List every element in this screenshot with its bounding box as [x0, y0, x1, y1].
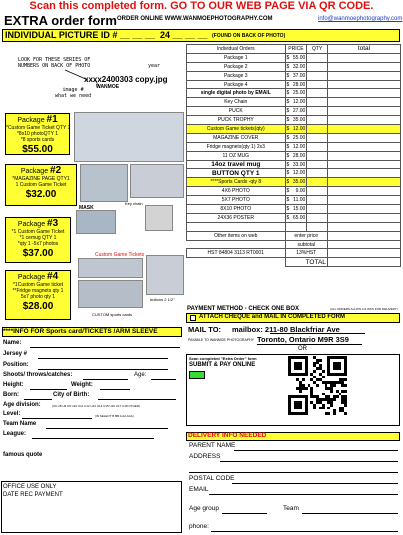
dollar-sign: $ — [286, 72, 290, 79]
item-name: ****Sports Cards -qty 8 — [187, 178, 286, 187]
package-4-card — [5, 270, 71, 320]
table-row — [187, 187, 401, 196]
age-field[interactable] — [151, 379, 176, 380]
total-cell[interactable] — [327, 89, 400, 98]
price-value: 25.00 — [292, 90, 306, 97]
package-1-card — [5, 113, 70, 155]
postal-label: POSTAL CODE — [189, 475, 235, 482]
table-row — [187, 258, 401, 267]
dollar-sign: $ — [286, 81, 290, 88]
picture-id-label: INDIVIDUAL PICTURE ID # __ __ __ — [5, 30, 155, 40]
qty-input[interactable] — [307, 151, 328, 160]
qty-input[interactable] — [307, 160, 328, 169]
table-row — [187, 71, 401, 80]
dollar-sign: $ — [286, 214, 290, 221]
total-cell[interactable] — [327, 196, 400, 205]
header-price: PRICE — [285, 45, 307, 54]
picture-id-number[interactable]: 24 __ __ __ — [160, 30, 208, 40]
header-individual-orders: Individual Orders — [187, 45, 286, 54]
address-label: ADDRESS — [189, 453, 221, 460]
age-group-label: Age group — [189, 505, 219, 512]
item-price — [285, 222, 307, 231]
attach-cheque-text: ATTACH CHEQUE and MAIL IN COMPLETED FORM — [199, 314, 345, 320]
year-note: year — [148, 63, 161, 69]
dollar-sign: $ — [286, 197, 290, 204]
table-row — [187, 107, 401, 116]
price-value: 28.00 — [292, 81, 306, 88]
item-price — [285, 80, 307, 89]
item-price — [285, 187, 307, 196]
package-4-label: Package — [17, 274, 48, 281]
quote-label: famous quote — [3, 452, 43, 458]
item-price — [285, 89, 307, 98]
qr-module — [327, 412, 330, 415]
dollar-sign: $ — [286, 152, 290, 159]
package-4-desc: *1Custom Game ticket **Fridge magnets qty 1 5x7 photo qty 1 — [12, 282, 64, 300]
dollar-sign: $ — [286, 54, 290, 61]
parent-label: PARENT NAME — [189, 442, 236, 449]
qr-module — [344, 390, 347, 393]
email-link[interactable]: info@wanmoephotography.com — [318, 16, 403, 22]
dollar-sign: $ — [286, 143, 290, 150]
city-underline — [257, 344, 362, 345]
product-photo-package1 — [74, 112, 184, 162]
qr-code-icon[interactable] — [288, 356, 347, 425]
package-1-price: $55.00 — [22, 144, 53, 155]
total-cell[interactable] — [327, 62, 400, 71]
item-name: BUTTON QTY 1 — [187, 169, 286, 178]
table-row — [187, 249, 401, 258]
dollar-sign: $ — [286, 117, 290, 124]
office-use-label: OFFICE USE ONLY — [3, 484, 57, 490]
item-price — [285, 107, 307, 116]
item-name: 5X7 PHOTO — [187, 196, 286, 205]
dollar-sign: $ — [286, 134, 290, 141]
level-field[interactable] — [22, 418, 92, 419]
delivery-team-field[interactable] — [302, 513, 398, 514]
item-name: Package 4 — [187, 80, 286, 89]
item-name: MAGAZINE COVER — [187, 133, 286, 142]
item-name: Custom Game tickets(qty) — [187, 125, 286, 134]
price-value: 11.00 — [293, 197, 306, 204]
total-cell[interactable] — [327, 125, 400, 134]
cards-caption: CUSTOM sports cards — [92, 312, 133, 317]
item-price — [285, 116, 307, 125]
item-name: Key Chain — [187, 98, 286, 107]
height-label: Height: — [3, 382, 24, 388]
born-field[interactable] — [24, 399, 52, 400]
item-price — [285, 71, 307, 80]
jersey-field[interactable] — [38, 358, 168, 359]
order-table — [186, 44, 401, 267]
item-name: HST 84804 3113 RT0001 — [187, 249, 286, 258]
package-3-desc: *1 Custom Game Ticket *1 cemug QTY 1 *qty 1 -5x7 photos — [11, 229, 65, 247]
total-cell[interactable] — [327, 98, 400, 107]
qr-module — [319, 359, 322, 362]
order-online-text: ORDER ONLINE WWW.WANMOEPHOTOGRAPHY.COM — [117, 16, 273, 22]
qty-input[interactable] — [307, 133, 328, 142]
price-value: 12.00 — [292, 125, 306, 132]
total-cell[interactable] — [327, 205, 400, 214]
table-row — [187, 169, 401, 178]
qr-module — [333, 384, 336, 387]
item-name: Package 3 — [187, 71, 286, 80]
keychain-caption: Key chain — [125, 201, 143, 206]
total-cell[interactable] — [327, 258, 400, 267]
price-value: 12.00 — [292, 99, 306, 106]
age-division-options: (U6 U8 U9 U9 U10 U11 U12 U13 U14 U15 U16 U17 U18 OTHER) — [52, 404, 140, 408]
item-price — [285, 142, 307, 151]
price-value: 32.00 — [292, 63, 306, 70]
age-group-field[interactable] — [222, 513, 267, 514]
total-cell[interactable] — [327, 142, 400, 151]
city-label: City of Birth: — [53, 392, 90, 398]
item-name: Package 1 — [187, 53, 286, 62]
form-title: EXTRA order form — [4, 13, 117, 28]
dollar-sign: $ — [286, 179, 290, 186]
qr-module — [344, 384, 347, 387]
price-value: 33.00 — [292, 161, 306, 168]
phone-label: phone: — [189, 523, 209, 530]
qr-module — [322, 370, 325, 373]
image-file-name: xxxx2400303 copy.jpg — [84, 75, 168, 84]
item-price — [285, 258, 327, 267]
table-row — [187, 222, 401, 231]
item-price — [285, 62, 307, 71]
buttons-caption: buttons 2 1/2" — [150, 297, 175, 302]
item-name: single digital photo by EMAIL — [187, 89, 286, 98]
item-name: 11 OZ MUG — [187, 151, 286, 160]
found-on-back-note: (FOUND ON BACK OF PHOTO) — [212, 33, 286, 39]
product-photo-mask — [76, 210, 116, 234]
total-cell[interactable] — [327, 116, 400, 125]
product-photo-tickets — [78, 258, 143, 278]
qty-input[interactable] — [307, 116, 328, 125]
table-row — [187, 80, 401, 89]
dollar-sign: $ — [286, 99, 290, 106]
email-field[interactable] — [209, 494, 398, 495]
item-name — [187, 258, 286, 267]
item-name: 4X6 PHOTO — [187, 187, 286, 196]
phone-field[interactable] — [211, 531, 398, 532]
shoots-label: Shoots/ throws/catches: — [3, 372, 73, 378]
qty-input[interactable] — [307, 98, 328, 107]
price-value: 55.00 — [292, 54, 306, 61]
postal-field[interactable] — [232, 483, 398, 484]
total-cell[interactable] — [327, 53, 400, 62]
package-3-label: Package — [17, 221, 48, 228]
package-2-desc: *MAGAZINE PAGE QTY1 1 Custom Game Ticket — [12, 176, 70, 188]
item-price — [285, 151, 307, 160]
item-price — [285, 53, 307, 62]
dollar-sign: $ — [286, 125, 290, 132]
item-name: Package 2 — [187, 62, 286, 71]
mail-to-label: MAIL TO: — [188, 325, 222, 334]
total-cell[interactable] — [327, 231, 400, 240]
height-field[interactable] — [30, 389, 67, 390]
item-name: Fridge magnets(qty 1) 2x3 — [187, 142, 286, 151]
package-3-card — [5, 217, 71, 263]
league-field[interactable] — [32, 438, 154, 439]
qr-module — [344, 412, 347, 415]
item-price — [285, 240, 327, 249]
product-photo-puck — [130, 164, 184, 198]
price-value: 35.00 — [292, 179, 306, 186]
item-price — [285, 133, 307, 142]
price-value: 13%HST — [296, 250, 317, 257]
level-options: (IN SELECT B BB A AA AAA) — [95, 414, 134, 418]
product-photo-buttons — [146, 255, 184, 295]
table-row — [187, 178, 401, 187]
table-row — [187, 89, 401, 98]
item-name: 8X10 PHOTO — [187, 205, 286, 214]
item-name — [187, 240, 286, 249]
item-name: Other items on web — [187, 231, 286, 240]
package-3-num: #3 — [47, 218, 59, 229]
city-field[interactable] — [98, 399, 176, 400]
parent-field[interactable] — [234, 450, 398, 451]
item-name: PUCK TROPHY — [187, 116, 286, 125]
order-table-body — [187, 53, 401, 266]
package-2-num: #2 — [50, 165, 62, 176]
scan-completed-text: Scan completed "Extra Order" form — [189, 356, 257, 361]
price-value: subtotal — [297, 241, 315, 248]
table-row — [187, 53, 401, 62]
shoots-field[interactable] — [83, 379, 128, 380]
product-photo-mugs — [80, 164, 128, 202]
item-name: 14oz travel mug — [187, 160, 286, 169]
table-row — [187, 231, 401, 240]
qty-input[interactable] — [307, 71, 328, 80]
price-value: 25.00 — [292, 134, 306, 141]
or-divider: OR — [298, 346, 307, 352]
payment-method-title: PAYMENT METHOD - CHECK ONE BOX — [187, 306, 300, 312]
table-row — [187, 205, 401, 214]
qr-module — [344, 378, 347, 381]
price-value: 12.00 — [292, 143, 306, 150]
online-pay-checkbox[interactable] — [189, 371, 205, 379]
level-label: Level: — [3, 411, 21, 417]
total-cell[interactable] — [327, 107, 400, 116]
qty-input[interactable] — [307, 196, 328, 205]
age-division-label: Age division: — [3, 402, 41, 408]
item-price — [285, 125, 307, 134]
total-cell[interactable] — [327, 169, 400, 178]
qr-module — [327, 407, 330, 410]
qr-module — [333, 398, 336, 401]
table-row — [187, 116, 401, 125]
item-name — [187, 222, 286, 231]
qty-input[interactable] — [307, 142, 328, 151]
qr-finder — [333, 362, 341, 370]
wanmoe-small: WANMOE — [96, 84, 120, 90]
info-title: ****INFO FOR Sports card/TICKETS /ARM SLEEVE — [3, 328, 158, 335]
qty-input[interactable] — [307, 205, 328, 214]
qr-module — [344, 404, 347, 407]
item-price — [285, 160, 307, 169]
qr-module — [313, 370, 316, 373]
qr-module — [333, 412, 336, 415]
total-cell[interactable] — [327, 133, 400, 142]
item-name: 24X36 POSTER — [187, 213, 286, 222]
name-label: Name: — [3, 340, 22, 346]
qr-finder — [294, 401, 302, 409]
table-row — [187, 240, 401, 249]
qty-input[interactable] — [307, 178, 328, 187]
package-2-card — [5, 164, 77, 206]
total-cell[interactable] — [327, 151, 400, 160]
mask-caption: MASK — [79, 205, 94, 211]
payable-to: PAYABLE TO WANMOE PHOTOGRAPHY — [188, 338, 254, 342]
package-3-price: $37.00 — [22, 248, 54, 259]
position-field[interactable] — [38, 369, 168, 370]
price-value: 28.00 — [292, 152, 306, 159]
table-row — [187, 213, 401, 222]
total-cell[interactable] — [327, 213, 400, 222]
qty-input[interactable] — [307, 213, 328, 222]
qr-module — [313, 407, 316, 410]
table-row — [187, 133, 401, 142]
qr-module — [330, 404, 333, 407]
qty-input[interactable] — [307, 89, 328, 98]
table-row — [187, 125, 401, 134]
total-cell[interactable] — [327, 80, 400, 89]
dollar-sign: $ — [286, 161, 290, 168]
table-row — [187, 196, 401, 205]
qty-input[interactable] — [307, 169, 328, 178]
dollar-sign: $ — [286, 205, 290, 212]
table-row — [187, 98, 401, 107]
item-price — [285, 231, 327, 240]
qty-input[interactable] — [307, 222, 328, 231]
mailbox-underline — [270, 333, 365, 334]
item-price — [285, 98, 307, 107]
price-value: 35.00 — [292, 117, 306, 124]
delivery-title: DELIVERY INFO NEEDED — [188, 432, 267, 439]
series-note: LOOK FOR THESE SERIES OF NUMBERS ON BACK OF PHOTO — [18, 57, 91, 69]
name-field[interactable] — [30, 347, 180, 348]
delivery-team-label: Team — [283, 505, 299, 512]
qr-module — [302, 378, 305, 381]
total-cell[interactable] — [327, 160, 400, 169]
city-address: Toronto, Ontario M9R 3S9 — [257, 335, 349, 344]
table-row — [187, 151, 401, 160]
delivery-weeks-note: (ALL ORDERS ALLOW 4-6 WKS FOR DELIVERY) — [330, 307, 398, 311]
item-price — [285, 196, 307, 205]
price-value: 9.00 — [295, 188, 306, 195]
package-1-num: #1 — [46, 114, 58, 125]
package-2-price: $32.00 — [25, 189, 57, 200]
dollar-sign: $ — [286, 63, 290, 70]
price-value: 15.00 — [292, 205, 306, 212]
jersey-label: Jersey # — [3, 351, 28, 357]
price-value: 12.00 — [292, 170, 306, 177]
qr-module — [322, 407, 325, 410]
qr-module — [316, 384, 319, 387]
team-label: Team Name — [3, 421, 37, 427]
weight-label: Weight: — [71, 382, 93, 388]
email-label: EMAIL — [189, 486, 209, 493]
total-cell[interactable] — [327, 249, 400, 258]
dollar-sign: $ — [286, 170, 290, 177]
cheque-checkbox[interactable] — [190, 315, 196, 321]
qr-module — [322, 376, 325, 379]
custom-ticket-caption: Custom Game Tickets — [95, 252, 145, 258]
team-field[interactable] — [46, 428, 168, 429]
image-hint: image # what we need — [55, 87, 92, 99]
item-price — [285, 178, 307, 187]
qr-module — [330, 390, 333, 393]
total-cell[interactable] — [327, 178, 400, 187]
total-cell[interactable] — [327, 240, 400, 249]
dollar-sign: $ — [286, 108, 290, 115]
qty-input[interactable] — [307, 80, 328, 89]
product-photo-cards — [78, 280, 143, 308]
qr-module — [336, 395, 339, 398]
table-header-row — [187, 45, 401, 54]
table-row — [187, 160, 401, 169]
item-price — [285, 205, 307, 214]
league-label: League: — [3, 431, 27, 437]
table-row — [187, 142, 401, 151]
submit-pay-online: SUBMIT & PAY ONLINE — [189, 362, 256, 368]
table-row — [187, 62, 401, 71]
total-cell[interactable] — [327, 71, 400, 80]
package-4-num: #4 — [47, 271, 59, 282]
item-price — [285, 249, 327, 258]
item-price — [285, 169, 307, 178]
address-field-2[interactable] — [189, 472, 398, 473]
qr-module — [299, 390, 302, 393]
position-label: Position: — [3, 362, 29, 368]
qr-module — [305, 387, 308, 390]
weight-field[interactable] — [100, 389, 130, 390]
mailbox-address: mailbox: 211-80 Blackfriar Ave — [232, 325, 340, 334]
header-total: total — [327, 45, 400, 54]
package-1-label: Package — [17, 117, 47, 124]
date-rec-label: DATE REC PAYMENT — [3, 492, 63, 498]
qr-finder — [294, 362, 302, 370]
dollar-sign: $ — [286, 188, 290, 195]
address-field[interactable] — [220, 461, 398, 462]
total-cell[interactable] — [327, 222, 400, 231]
item-name: PUCK — [187, 107, 286, 116]
total-cell[interactable] — [327, 187, 400, 196]
package-4-price: $28.00 — [22, 301, 54, 312]
product-photo-puck-trophy — [145, 205, 173, 231]
qty-input[interactable] — [307, 187, 328, 196]
price-value: TOTAL — [305, 258, 326, 266]
scan-instruction-banner: Scan this completed form. GO TO OUR WEB PAGE VIA QR CODE. — [29, 0, 374, 12]
qty-input[interactable] — [307, 125, 328, 134]
package-2-label: Package — [20, 168, 51, 175]
package-1-desc: *Custom Game Ticket QTY 1 *8x10 photoQTY 1 *8 sports cards — [6, 125, 71, 143]
header-qty: QTY — [307, 45, 328, 54]
qty-input[interactable] — [307, 53, 328, 62]
dollar-sign: $ — [286, 90, 290, 97]
price-value: 37.00 — [292, 72, 306, 79]
price-value: enter price — [294, 232, 319, 239]
qty-input[interactable] — [307, 107, 328, 116]
born-label: Born: — [3, 392, 19, 398]
price-value: 27.00 — [292, 108, 306, 115]
price-value: 65.00 — [292, 214, 306, 221]
qty-input[interactable] — [307, 62, 328, 71]
age-label: Age: — [134, 372, 147, 378]
item-price — [285, 213, 307, 222]
